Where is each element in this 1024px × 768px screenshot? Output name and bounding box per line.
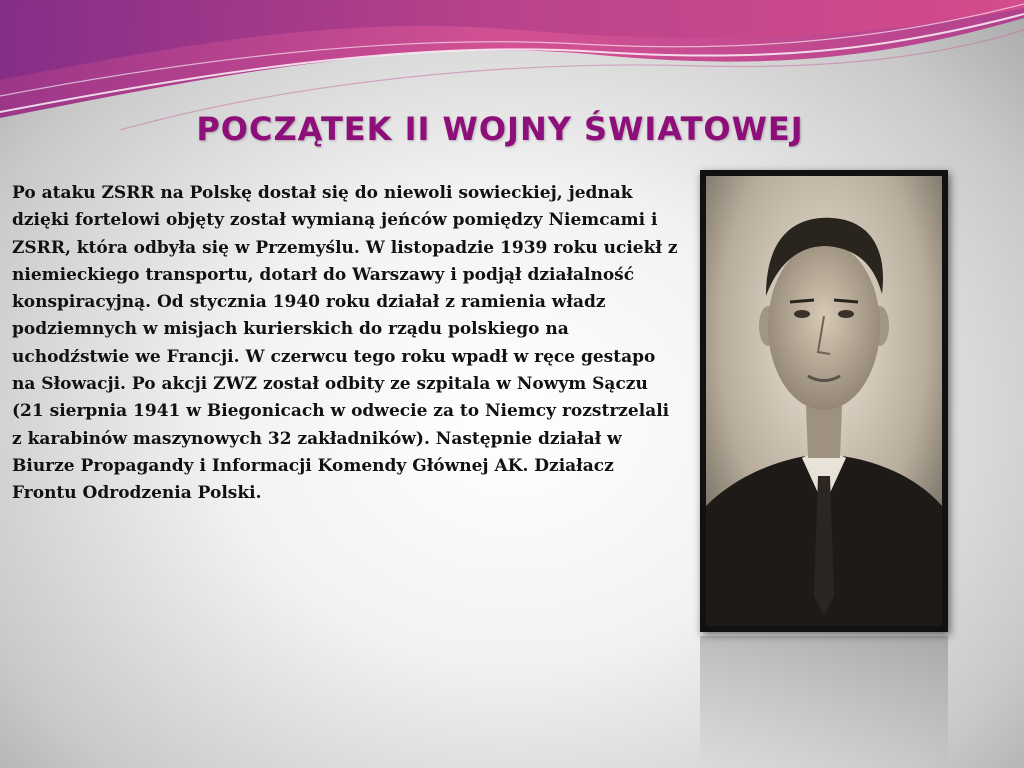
portrait-reflection — [700, 636, 948, 766]
slide-body-paragraph: Po ataku ZSRR na Polskę dostał się do niewoli sowieckiej, jednak dzięki fortelowi objęty został wymianą jeńców pomiędzy Niemcami i ZSRR, która odbyła się w Przemyślu. W listopadzie 1939 roku uciekł z niemieckiego transportu, dotarł do Warszawy i podjął działalność konspiracyjną. Od stycznia 1940 roku działał z ramienia władz podziemnych w misjach kurierskich do rządu polskiego na uchodźstwie we Francji. W czerwcu tego roku wpadł w ręce gestapo na Słowacji. Po akcji ZWZ został odbity ze szpitala w Nowym Sączu (21 sierpnia 1941 w Biegonicach w odwecie za to Niemcy rozstrzelali z karabinów maszynowych 32 zakładników). Następnie działał w Biurze Propagandy i Informacji Komendy Głównej AK. Działacz Frontu Odrodzenia Polski. — [12, 183, 678, 504]
portrait-photo-frame — [700, 170, 948, 632]
slide-title: POCZĄTEK II WOJNY ŚWIATOWEJ — [196, 110, 804, 148]
portrait-photo — [706, 176, 942, 626]
